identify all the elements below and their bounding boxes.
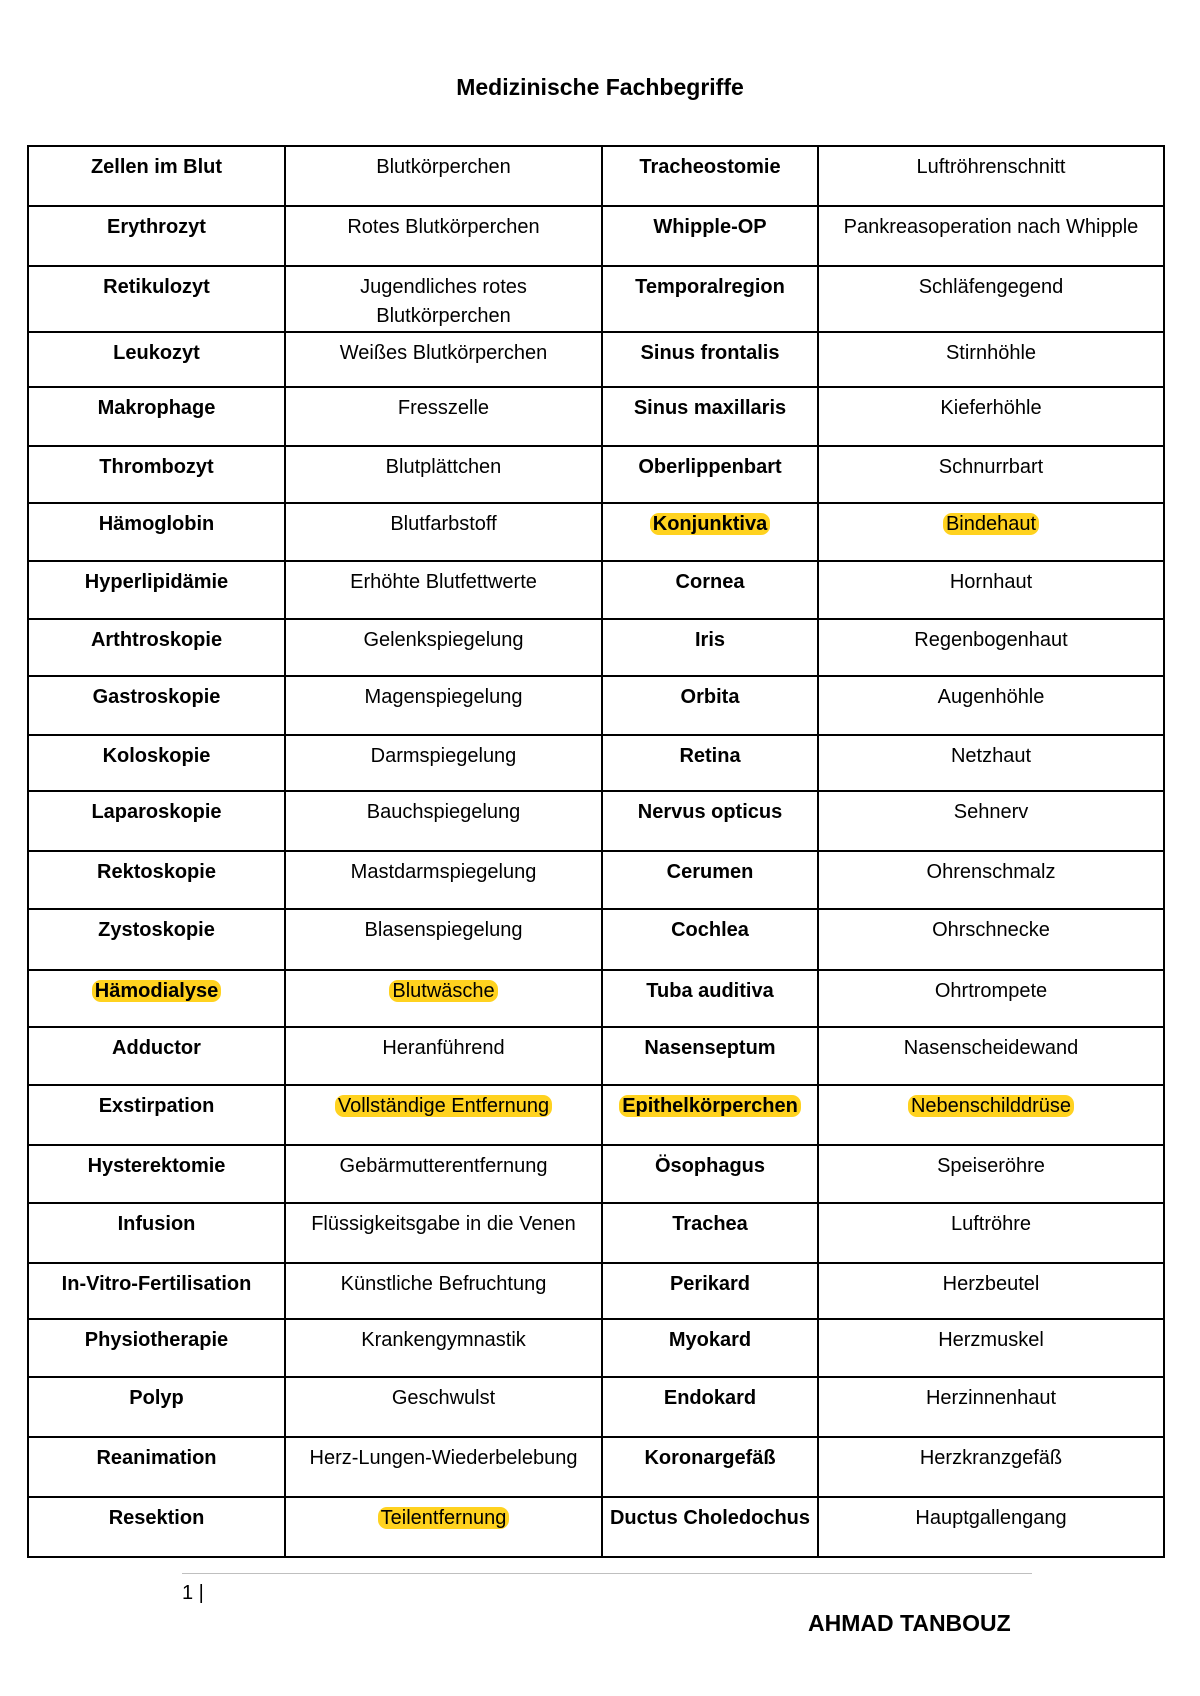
right-term-cell: [602, 735, 818, 791]
cell-text: Endokard: [663, 1387, 757, 1409]
cell-text: Ductus Choledochus: [609, 1507, 810, 1529]
right-term-cell: [602, 1203, 818, 1263]
cell-text: Künstliche Befruchtung: [340, 1273, 547, 1295]
right-meaning-cell: [818, 1145, 1164, 1203]
cell-text: Mastdarmspiegelung: [350, 861, 537, 883]
highlighted-text: Nebenschilddrüse: [908, 1095, 1074, 1117]
right-meaning-cell: [818, 387, 1164, 446]
cell-text: Fresszelle: [397, 397, 490, 419]
left-meaning-cell: [285, 1377, 602, 1437]
left-meaning-cell: [285, 1145, 602, 1203]
cell-text: Gastroskopie: [92, 686, 221, 708]
cell-text: Luftröhrenschnitt: [916, 156, 1066, 178]
right-term-cell: [602, 1319, 818, 1377]
left-term-cell: [28, 909, 285, 970]
cell-text: Weißes Blutkörperchen: [339, 342, 548, 364]
cell-text: Reanimation: [96, 1447, 217, 1469]
cell-text: Geschwulst: [391, 1387, 496, 1409]
left-term-cell: [28, 206, 285, 266]
table-row: [28, 1145, 1164, 1203]
cell-text: Blutkörperchen: [376, 156, 511, 178]
left-meaning-cell: [285, 446, 602, 503]
cell-text: Kieferhöhle: [940, 397, 1042, 419]
cell-text: Iris: [694, 629, 726, 651]
cell-text: Myokard: [668, 1329, 752, 1351]
right-term-cell: [602, 1263, 818, 1319]
highlighted-text: Epithelkörperchen: [619, 1095, 801, 1117]
cell-text: Blasenspiegelung: [364, 919, 523, 941]
cell-text: Ohrschnecke: [932, 919, 1050, 941]
right-meaning-cell: [818, 503, 1164, 561]
page-number: 1 |: [182, 1582, 204, 1604]
left-term-cell: [28, 619, 285, 676]
right-term-cell: [602, 561, 818, 619]
cell-text: Sehnerv: [953, 801, 1029, 823]
left-meaning-cell: [285, 332, 602, 387]
left-meaning-cell: [285, 970, 602, 1027]
left-meaning-cell: [285, 503, 602, 561]
cell-text: Schläfengegend: [918, 276, 1064, 298]
terms-table: [27, 145, 1165, 1558]
table-row: [28, 266, 1164, 332]
left-term-cell: [28, 1145, 285, 1203]
cell-text: Herz-Lungen-Wiederbelebung: [309, 1447, 578, 1469]
right-meaning-cell: [818, 332, 1164, 387]
right-meaning-cell: [818, 1263, 1164, 1319]
cell-text: Gelenkspiegelung: [363, 629, 524, 651]
table-row: [28, 791, 1164, 851]
cell-text: Schnurrbart: [938, 456, 1044, 478]
highlighted-text: Hämodialyse: [92, 980, 221, 1002]
right-meaning-cell: [818, 206, 1164, 266]
table-row: [28, 1085, 1164, 1145]
right-term-cell: [602, 1497, 818, 1557]
cell-text: Trachea: [672, 1213, 748, 1235]
cell-text: Erhöhte Blutfettwerte: [350, 571, 537, 593]
cell-text: Rotes Blutkörperchen: [347, 216, 540, 238]
cell-text: Speiseröhre: [937, 1155, 1045, 1177]
cell-text: Perikard: [669, 1273, 751, 1295]
right-term-cell: [602, 909, 818, 970]
table-row: [28, 1203, 1164, 1263]
cell-text: Orbita: [680, 686, 740, 708]
cell-text: Herzmuskel: [938, 1329, 1044, 1351]
cell-text: Cornea: [675, 571, 745, 593]
cell-text: Magenspiegelung: [364, 686, 523, 708]
cell-text: Hämoglobin: [98, 513, 215, 535]
cell-text: Physiotherapie: [84, 1329, 229, 1351]
right-term-cell: [602, 970, 818, 1027]
left-term-cell: [28, 387, 285, 446]
cell-text: Blutplättchen: [385, 456, 502, 478]
cell-text: Resektion: [108, 1507, 205, 1529]
cell-text: Krankengymnastik: [361, 1329, 526, 1351]
left-meaning-cell: [285, 1085, 602, 1145]
right-term-cell: [602, 146, 818, 206]
cell-text: Laparoskopie: [91, 801, 222, 823]
right-meaning-cell: [818, 146, 1164, 206]
cell-text: Whipple-OP: [653, 216, 767, 238]
right-term-cell: [602, 387, 818, 446]
left-term-cell: [28, 446, 285, 503]
highlighted-text: Konjunktiva: [650, 513, 770, 535]
cell-text: Sinus maxillaris: [633, 397, 787, 419]
left-term-cell: [28, 1437, 285, 1497]
cell-text: Thrombozyt: [99, 456, 214, 478]
right-meaning-cell: [818, 909, 1164, 970]
right-term-cell: [602, 266, 818, 332]
table-row: [28, 851, 1164, 909]
left-meaning-cell: [285, 1263, 602, 1319]
right-term-cell: [602, 1437, 818, 1497]
right-meaning-cell: [818, 1027, 1164, 1085]
left-term-cell: [28, 503, 285, 561]
table-row: [28, 446, 1164, 503]
right-meaning-cell: [818, 1377, 1164, 1437]
cell-text: Hauptgallengang: [915, 1507, 1067, 1529]
author-name: AHMAD TANBOUZ: [808, 1610, 1011, 1636]
cell-text: Herzkranzgefäß: [919, 1447, 1063, 1469]
right-meaning-cell: [818, 851, 1164, 909]
left-meaning-cell: [285, 619, 602, 676]
table-row: [28, 1377, 1164, 1437]
cell-text: Sinus frontalis: [640, 342, 780, 364]
table-row: [28, 735, 1164, 791]
cell-text: Flüssigkeitsgabe in die Venen: [311, 1213, 576, 1235]
right-meaning-cell: [818, 561, 1164, 619]
left-term-cell: [28, 561, 285, 619]
footer-divider: [182, 1573, 1032, 1574]
right-term-cell: [602, 676, 818, 735]
left-term-cell: [28, 1319, 285, 1377]
table-row: [28, 1319, 1164, 1377]
cell-text: Ohrtrompete: [934, 980, 1048, 1002]
cell-text: Ohrenschmalz: [926, 861, 1056, 883]
left-meaning-cell: [285, 1027, 602, 1085]
table-row: [28, 909, 1164, 970]
left-term-cell: [28, 1497, 285, 1557]
right-meaning-cell: [818, 970, 1164, 1027]
left-meaning-cell: [285, 735, 602, 791]
left-term-cell: [28, 735, 285, 791]
cell-text: Erythrozyt: [107, 216, 206, 238]
table-row: [28, 146, 1164, 206]
table-row: [28, 387, 1164, 446]
cell-text: Zystoskopie: [98, 919, 215, 941]
cell-text: Koronargefäß: [644, 1447, 776, 1469]
left-term-cell: [28, 1085, 285, 1145]
cell-text: Darmspiegelung: [370, 745, 517, 767]
right-meaning-cell: [818, 619, 1164, 676]
cell-text: Stirnhöhle: [945, 342, 1037, 364]
right-term-cell: [602, 1145, 818, 1203]
table-row: [28, 676, 1164, 735]
table-row: [28, 619, 1164, 676]
cell-text: Tuba auditiva: [646, 980, 774, 1002]
highlighted-text: Vollständige Entfernung: [335, 1095, 552, 1117]
right-meaning-cell: [818, 1319, 1164, 1377]
cell-text: Infusion: [117, 1213, 196, 1235]
cell-text: Gebärmutterentfernung: [339, 1155, 548, 1177]
right-meaning-cell: [818, 735, 1164, 791]
right-term-cell: [602, 503, 818, 561]
right-meaning-cell: [818, 266, 1164, 332]
cell-text: Nervus opticus: [637, 801, 783, 823]
table-row: [28, 503, 1164, 561]
highlighted-text: Bindehaut: [943, 513, 1039, 535]
cell-text: Netzhaut: [950, 745, 1032, 767]
cell-text: Arthtroskopie: [90, 629, 223, 651]
table-row: [28, 332, 1164, 387]
left-meaning-cell: [285, 676, 602, 735]
cell-text: Augenhöhle: [937, 686, 1045, 708]
cell-text: Regenbogenhaut: [914, 629, 1068, 651]
right-term-cell: [602, 851, 818, 909]
cell-text: Koloskopie: [102, 745, 211, 767]
right-meaning-cell: [818, 1203, 1164, 1263]
table-row: [28, 1497, 1164, 1557]
left-meaning-cell: [285, 851, 602, 909]
right-term-cell: [602, 446, 818, 503]
right-term-cell: [602, 332, 818, 387]
left-meaning-cell: [285, 1437, 602, 1497]
cell-text: Nasenseptum: [644, 1037, 776, 1059]
cell-text: Makrophage: [97, 397, 216, 419]
cell-text: Rektoskopie: [97, 861, 216, 883]
cell-text: Oberlippenbart: [638, 456, 782, 478]
cell-text: Jugendliches rotes Blutkörperchen: [360, 276, 527, 327]
table-row: [28, 1263, 1164, 1319]
left-meaning-cell: [285, 387, 602, 446]
table-row: [28, 561, 1164, 619]
right-term-cell: [602, 791, 818, 851]
terms-table-body: [28, 146, 1164, 1557]
left-term-cell: [28, 146, 285, 206]
document-title: Medizinische Fachbegriffe: [456, 74, 744, 100]
left-meaning-cell: [285, 909, 602, 970]
right-term-cell: [602, 1377, 818, 1437]
left-meaning-cell: [285, 146, 602, 206]
cell-text: Polyp: [129, 1387, 184, 1409]
left-term-cell: [28, 970, 285, 1027]
cell-text: Retikulozyt: [103, 276, 210, 298]
cell-text: Cerumen: [666, 861, 754, 883]
cell-text: Luftröhre: [950, 1213, 1032, 1235]
cell-text: Herzinnenhaut: [925, 1387, 1057, 1409]
cell-text: Ösophagus: [654, 1155, 765, 1177]
table-row: [28, 970, 1164, 1027]
cell-text: Hornhaut: [949, 571, 1033, 593]
cell-text: Pankreasoperation nach Whipple: [843, 216, 1139, 238]
right-meaning-cell: [818, 446, 1164, 503]
cell-text: In-Vitro-Fertilisation: [61, 1273, 252, 1295]
left-term-cell: [28, 266, 285, 332]
left-meaning-cell: [285, 1497, 602, 1557]
left-term-cell: [28, 1377, 285, 1437]
cell-text: Cochlea: [671, 919, 749, 941]
cell-text: Retina: [679, 745, 741, 767]
left-meaning-cell: [285, 791, 602, 851]
left-term-cell: [28, 1203, 285, 1263]
cell-text: Exstirpation: [98, 1095, 215, 1117]
left-meaning-cell: [285, 1319, 602, 1377]
right-meaning-cell: [818, 1085, 1164, 1145]
left-term-cell: [28, 1263, 285, 1319]
cell-text: Adductor: [112, 1037, 201, 1059]
right-meaning-cell: [818, 676, 1164, 735]
right-meaning-cell: [818, 791, 1164, 851]
table-row: [28, 1027, 1164, 1085]
left-term-cell: [28, 676, 285, 735]
cell-text: Bauchspiegelung: [366, 801, 521, 823]
cell-text: Herzbeutel: [942, 1273, 1040, 1295]
left-term-cell: [28, 791, 285, 851]
cell-text: Tracheostomie: [639, 156, 781, 178]
right-term-cell: [602, 1085, 818, 1145]
left-meaning-cell: [285, 1203, 602, 1263]
left-meaning-cell: [285, 206, 602, 266]
right-meaning-cell: [818, 1497, 1164, 1557]
cell-text: Hyperlipidämie: [84, 571, 229, 593]
right-term-cell: [602, 619, 818, 676]
right-term-cell: [602, 206, 818, 266]
highlighted-text: Teilentfernung: [378, 1507, 510, 1529]
cell-text: Blutfarbstoff: [390, 513, 497, 535]
cell-text: Zellen im Blut: [90, 156, 223, 178]
right-meaning-cell: [818, 1437, 1164, 1497]
cell-text: Temporalregion: [635, 276, 785, 298]
cell-text: Leukozyt: [113, 342, 200, 364]
left-meaning-cell: [285, 266, 602, 332]
table-row: [28, 206, 1164, 266]
left-term-cell: [28, 851, 285, 909]
right-term-cell: [602, 1027, 818, 1085]
cell-text: Hysterektomie: [87, 1155, 226, 1177]
table-row: [28, 1437, 1164, 1497]
cell-text: Nasenscheidewand: [903, 1037, 1079, 1059]
highlighted-text: Blutwäsche: [389, 980, 497, 1002]
left-term-cell: [28, 332, 285, 387]
left-meaning-cell: [285, 561, 602, 619]
cell-text: Heranführend: [382, 1037, 505, 1059]
left-term-cell: [28, 1027, 285, 1085]
